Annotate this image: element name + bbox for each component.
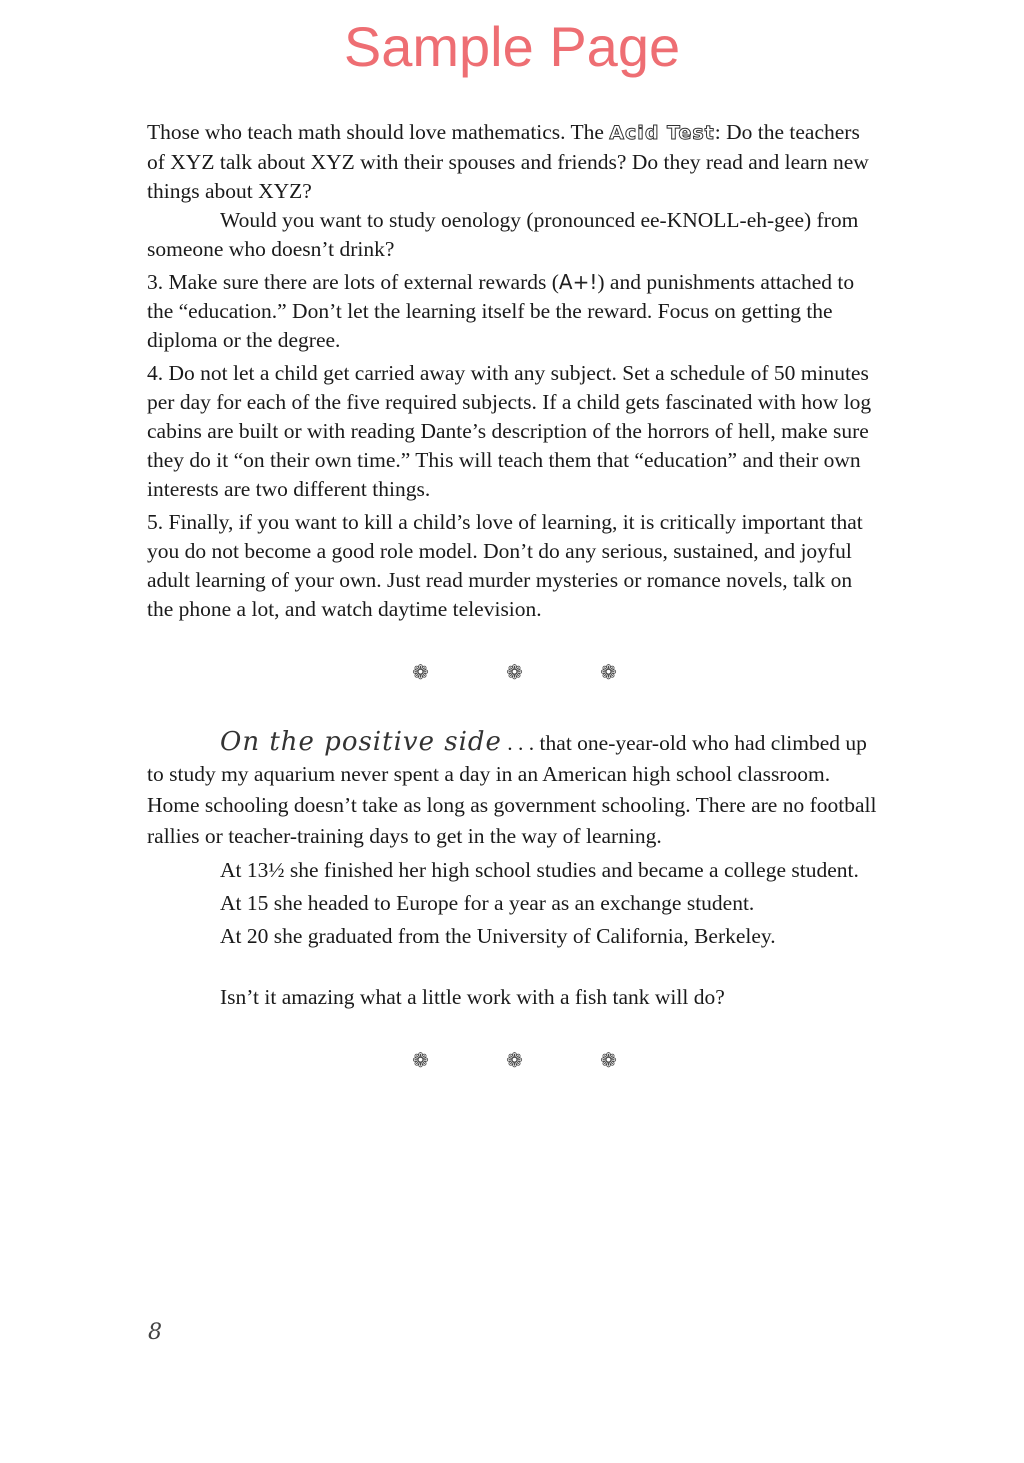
paragraph-age-15: At 15 she headed to Europe for a year as an exchange student. [220,891,755,915]
paragraph-math [147,118,882,206]
flower-ornament-icon: ❁ [412,1048,429,1072]
flower-ornament-icon: ❁ [506,660,523,684]
page-number: 8 [148,1320,162,1345]
positive-side-script: On the positive side [220,727,502,757]
list-item-3-text-end: ) and punishments attached to the “education.” Don’t let the learning itself be the reward. Focus on getting the diploma or the degree. [147,270,855,352]
sample-page-watermark: Sample Page [343,15,681,78]
section-divider [147,658,882,687]
paragraph-positive-side [147,727,882,852]
grade-handwriting: A+! [558,270,598,294]
list-item-4: 4. Do not let a child get carried away with any subject. Set a schedule of 50 minutes per day for each of the five required subjects. If a child gets fascinated with how log cabins are built or with reading Dante’s description of the horrors of hell, make sure they do it “on their own time.” This will teach them that “education” and their own interests are two different things. [147,361,872,501]
paragraph-age-13: At 13½ she finished her high school studies and became a college student. [220,858,859,882]
paragraph-math-text-end: : Do the teachers of XYZ talk about XYZ with their spouses and friends? Do they read and learn new things about XYZ? [147,120,869,203]
positive-side-text: . . . that one-year-old who had climbed up to study my aquarium never spent a day in an American high school classroom. Home schooling doesn’t take as long as government schooling. There are no football rallies or teacher-training days to get in the way of learning. [147,731,877,848]
flower-ornament-icon: ❁ [600,1048,617,1072]
paragraph-age-20: At 20 she graduated from the University of California, Berkeley. [220,924,776,948]
acid-test-lettering: Acid Test [609,122,715,144]
flower-ornament-icon: ❁ [412,660,429,684]
list-item-5: 5. Finally, if you want to kill a child’s love of learning, it is critically important that you do not become a good role model. Don’t do any serious, sustained, and joyful adult learning of your own. Just read murder mysteries or romance novels, talk on the phone a lot, and watch daytime television. [147,510,863,621]
flower-ornament-icon: ❁ [600,660,617,684]
paragraph-closing: Isn’t it amazing what a little work with a fish tank will do? [220,985,725,1009]
list-item-3-text-start: 3. Make sure there are lots of external rewards ( [147,270,559,294]
paragraph-math-text-start: Those who teach math should love mathematics. The [147,120,610,144]
paragraph-oenology: Would you want to study oenology (pronounced ee-KNOLL-eh-gee) from someone who doesn’t drink? [147,208,859,261]
list-item-3 [147,268,882,355]
page-body [147,118,882,1075]
section-divider-end [147,1046,882,1075]
flower-ornament-icon: ❁ [506,1048,523,1072]
